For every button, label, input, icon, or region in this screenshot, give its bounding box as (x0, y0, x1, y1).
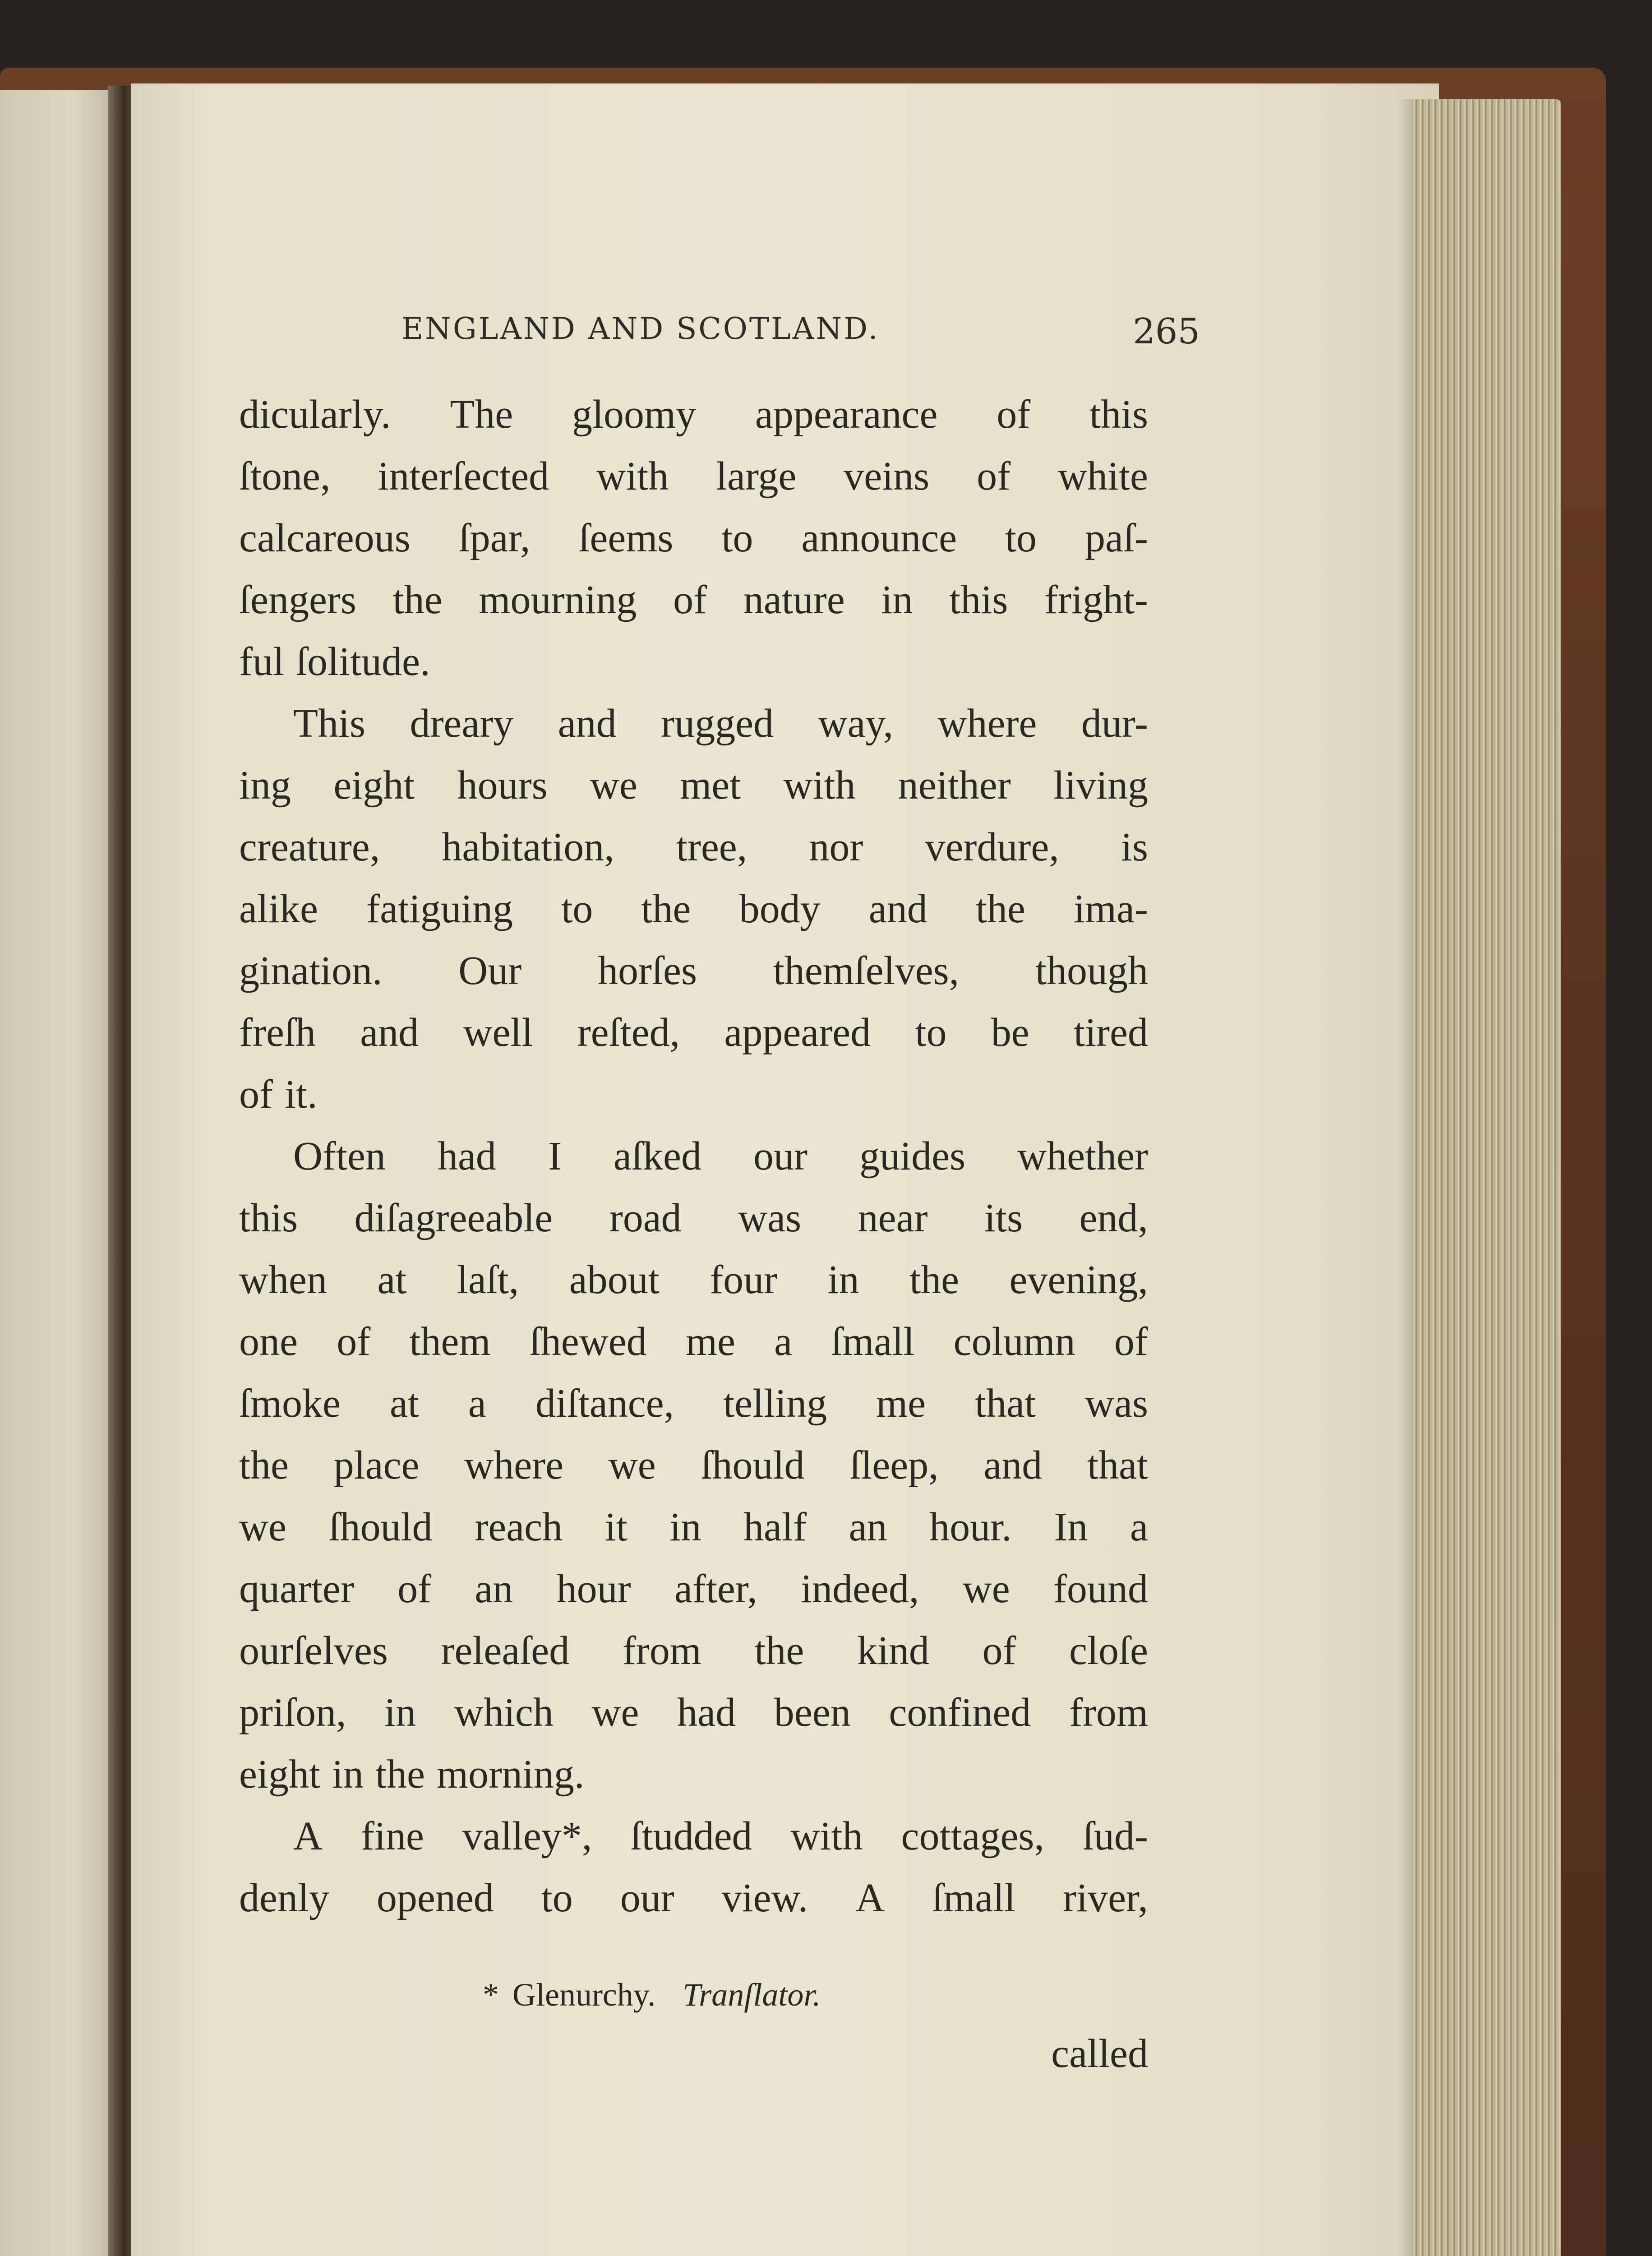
word: horſes (598, 948, 697, 993)
catchword: called (1051, 2031, 1148, 2076)
word: view. (721, 1876, 808, 1920)
word: to (721, 516, 753, 560)
word: Often (293, 1134, 386, 1179)
word: evening, (1009, 1257, 1148, 1302)
word: well (463, 1010, 533, 1055)
page-fore-edge (1412, 99, 1561, 2256)
word: ſengers (239, 578, 356, 622)
word: priſon, (239, 1690, 346, 1735)
word: fright- (1044, 578, 1148, 622)
word: this (239, 1196, 298, 1240)
text-line (239, 693, 1148, 754)
word: in (827, 1257, 859, 1302)
text-line (239, 1125, 1148, 1187)
word: freſh (239, 1010, 316, 1055)
word: mourning (479, 578, 637, 622)
word: ſtudded (630, 1814, 752, 1858)
word: ſpar, (458, 516, 531, 560)
word: fatiguing (366, 887, 513, 931)
word: releaſed (441, 1628, 570, 1673)
word: ſmoke (239, 1381, 341, 1426)
word: and (868, 887, 928, 931)
word: a (1130, 1505, 1148, 1549)
word: interſected (378, 454, 549, 499)
word: paſ- (1085, 516, 1148, 560)
word: river, (1063, 1876, 1148, 1920)
running-head-title: ENGLAND AND SCOTLAND. (401, 311, 880, 346)
word: veins (844, 454, 930, 499)
word: this (1089, 392, 1148, 437)
word: large (716, 454, 797, 499)
word: which (454, 1690, 554, 1735)
word: and (983, 1443, 1043, 1488)
word: way, (818, 701, 894, 746)
word: calcareous (239, 516, 411, 560)
text-line (239, 1002, 1148, 1063)
footnote-mark: * (483, 1977, 499, 2013)
word: them (409, 1319, 491, 1364)
word: it (605, 1505, 628, 1549)
word: and (558, 701, 617, 746)
word: the (392, 578, 443, 622)
word: hour. (929, 1505, 1012, 1549)
text-line (239, 1805, 1148, 1867)
word: ſhould (701, 1443, 805, 1488)
word: rugged (661, 701, 774, 746)
word: neither (898, 763, 1011, 808)
word: an (475, 1567, 513, 1611)
word: denly (239, 1876, 329, 1920)
word: ſolitude. (295, 639, 430, 684)
word: morning. (436, 1752, 585, 1797)
word: our (620, 1876, 674, 1920)
word: Our (458, 948, 522, 993)
word: quarter (239, 1567, 354, 1611)
text-line (239, 940, 1148, 1002)
text-line (239, 878, 1148, 940)
word: ſtone, (239, 454, 331, 499)
word: it. (284, 1072, 318, 1117)
word: and (360, 1010, 419, 1055)
word: ſmall (932, 1876, 1016, 1920)
text-line (239, 1434, 1148, 1496)
word: me (685, 1319, 735, 1364)
text-line (239, 1311, 1148, 1373)
word: to (561, 887, 593, 931)
footnote-text: Glenurchy. (512, 1977, 656, 2013)
word: we (591, 1690, 639, 1735)
word: reſted, (577, 1010, 680, 1055)
word: been (774, 1690, 851, 1735)
word: gloomy (572, 392, 697, 437)
word: A (855, 1876, 885, 1920)
word: met (680, 763, 741, 808)
word: a (774, 1319, 793, 1364)
text-line (239, 1620, 1148, 1682)
word: road (609, 1196, 682, 1240)
word: where (464, 1443, 564, 1488)
word: white (1058, 454, 1148, 499)
word: ima- (1074, 887, 1148, 931)
word: the (975, 887, 1025, 931)
word: reach (475, 1505, 563, 1549)
word: had (677, 1690, 736, 1735)
word: announce (801, 516, 957, 560)
word: is (1121, 825, 1148, 869)
text-line (239, 816, 1148, 878)
word: of (982, 1628, 1016, 1673)
word: from (1069, 1690, 1148, 1735)
word: telling (723, 1381, 827, 1426)
word: nor (809, 825, 863, 869)
word: an (849, 1505, 887, 1549)
word: confined (889, 1690, 1031, 1735)
word: cottages, (901, 1814, 1044, 1858)
word: guides (859, 1134, 966, 1179)
word: in (881, 578, 913, 622)
word: we (962, 1567, 1010, 1611)
text-line (239, 754, 1148, 816)
word: ſud- (1082, 1814, 1148, 1858)
word: to (1005, 516, 1037, 560)
word: of (337, 1319, 371, 1364)
word: to (915, 1010, 947, 1055)
text-line (239, 1496, 1148, 1558)
word: ſhould (328, 1505, 433, 1549)
word: valley*, (462, 1814, 592, 1858)
word: column (953, 1319, 1075, 1364)
word: was (1085, 1381, 1148, 1426)
word: this (949, 578, 1008, 622)
word: kind (857, 1628, 929, 1673)
word: ſmall (831, 1319, 915, 1364)
page-number: 265 (1133, 311, 1200, 352)
left-page-edge (0, 90, 122, 2256)
text-line (239, 1682, 1148, 1743)
word: from (622, 1628, 701, 1673)
word: indeed, (801, 1567, 919, 1611)
word: in (332, 1752, 364, 1797)
word: tired (1074, 1010, 1148, 1055)
word: alike (239, 887, 318, 931)
word: four (710, 1257, 778, 1302)
word: about (569, 1257, 660, 1302)
word: was (738, 1196, 802, 1240)
text-line (239, 1558, 1148, 1620)
word: This (293, 701, 366, 746)
word: ſleep, (849, 1443, 939, 1488)
word: laſt, (457, 1257, 519, 1302)
text-line (239, 1249, 1148, 1311)
word: at (389, 1381, 419, 1426)
word: in (384, 1690, 416, 1735)
word: of (239, 1072, 273, 1117)
word: appearance (755, 392, 938, 437)
word: we (239, 1505, 286, 1549)
word: of (1114, 1319, 1148, 1364)
word: hour (556, 1567, 631, 1611)
word: end, (1079, 1196, 1148, 1240)
word: we (608, 1443, 656, 1488)
word: dicularly. (239, 392, 391, 437)
word: In (1054, 1505, 1088, 1549)
word: appeared (724, 1010, 871, 1055)
word: ſhewed (529, 1319, 647, 1364)
word: eight (333, 763, 415, 808)
word: ſeems (578, 516, 674, 560)
word: where (937, 701, 1037, 746)
running-head (401, 311, 1200, 352)
word: opened (376, 1876, 494, 1920)
word: the (909, 1257, 960, 1302)
footnote-translator: Tranſlator. (683, 1977, 821, 2013)
word: aſked (614, 1134, 701, 1179)
word: when (239, 1257, 327, 1302)
text-line (239, 631, 1148, 693)
word: with (783, 763, 856, 808)
word: found (1053, 1567, 1148, 1611)
word: ful (239, 639, 284, 684)
text-line (239, 507, 1148, 569)
word: at (377, 1257, 407, 1302)
word: eight (239, 1752, 320, 1797)
word: ourſelves (239, 1628, 388, 1673)
word: fine (361, 1814, 424, 1858)
text-line (239, 384, 1148, 445)
word: tree, (676, 825, 748, 869)
word: our (753, 1134, 808, 1179)
word: me (876, 1381, 926, 1426)
word: in (669, 1505, 701, 1549)
word: cloſe (1069, 1628, 1148, 1673)
footnote (483, 1976, 821, 2014)
word: habitation, (442, 825, 614, 869)
word: had (437, 1134, 496, 1179)
word: though (1035, 948, 1148, 993)
word: to (541, 1876, 573, 1920)
word: diſtance, (535, 1381, 674, 1426)
word: themſelves, (773, 948, 960, 993)
word: living (1053, 763, 1148, 808)
word: be (991, 1010, 1029, 1055)
text-line (239, 569, 1148, 631)
word: the (239, 1443, 289, 1488)
word: with (790, 1814, 863, 1858)
word: diſagreeable (354, 1196, 553, 1240)
word: nature (743, 578, 845, 622)
word: the (641, 887, 691, 931)
word: verdure, (925, 825, 1059, 869)
word: body (739, 887, 821, 931)
word: dreary (410, 701, 514, 746)
word: one (239, 1319, 298, 1364)
text-line (239, 1867, 1148, 1929)
word: half (743, 1505, 807, 1549)
word: the (754, 1628, 804, 1673)
body-text (239, 384, 1148, 1929)
word: that (1087, 1443, 1148, 1488)
word: after, (674, 1567, 757, 1611)
word: place (333, 1443, 420, 1488)
word: gination. (239, 948, 383, 993)
word: the (375, 1752, 425, 1797)
word: of (997, 392, 1031, 437)
word: hours (457, 763, 548, 808)
word: of (673, 578, 707, 622)
word: creature, (239, 825, 380, 869)
text-line (239, 1373, 1148, 1434)
word: The (450, 392, 513, 437)
text-line (239, 1187, 1148, 1249)
word: A (293, 1814, 323, 1858)
word: of (397, 1567, 432, 1611)
text-line (239, 445, 1148, 507)
word: that (975, 1381, 1036, 1426)
word: I (548, 1134, 562, 1179)
word: its (984, 1196, 1023, 1240)
text-line (239, 1743, 1148, 1805)
word: near (858, 1196, 928, 1240)
word: a (468, 1381, 486, 1426)
text-line (239, 1063, 1148, 1125)
word: ing (239, 763, 291, 808)
word: of (977, 454, 1011, 499)
word: whether (1017, 1134, 1148, 1179)
word: dur- (1081, 701, 1148, 746)
word: with (596, 454, 669, 499)
word: we (590, 763, 637, 808)
